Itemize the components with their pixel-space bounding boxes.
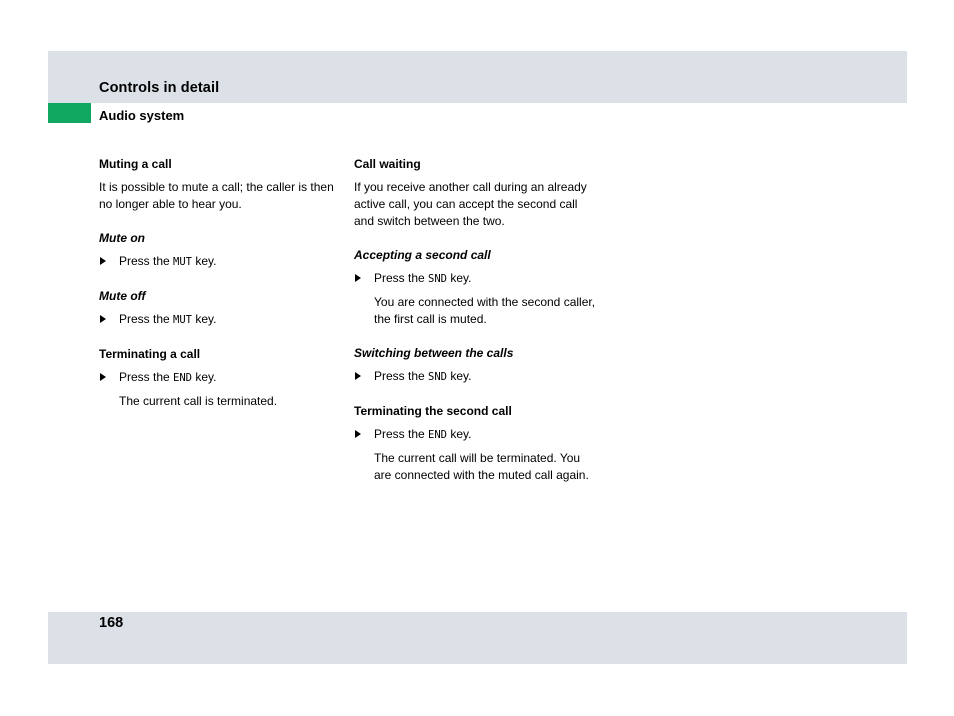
step-text: Press the xyxy=(374,271,429,285)
accepting-heading: Accepting a second call xyxy=(354,248,491,262)
chapter-title: Controls in detail xyxy=(99,80,220,96)
mute-off-step xyxy=(99,311,334,329)
step-text: key. xyxy=(447,427,472,441)
triangle-right-icon xyxy=(100,257,106,265)
accepting-step xyxy=(354,270,599,288)
muting-text: It is possible to mute a call; the caller is then no longer able to hear you. xyxy=(99,180,334,211)
terminating-result: The current call is terminated. xyxy=(119,394,278,408)
mute-on-heading: Mute on xyxy=(99,231,145,245)
step-text: key. xyxy=(447,271,472,285)
section-marker-tab xyxy=(48,103,91,123)
step-text: Press the xyxy=(374,427,429,441)
left-column xyxy=(99,156,334,427)
accepting-result: You are connected with the second caller, the first call is muted. xyxy=(374,295,596,326)
switching-heading: Switching between the calls xyxy=(354,346,514,360)
mute-off-heading: Mute off xyxy=(99,289,146,303)
switching-step xyxy=(354,368,599,386)
page-number: 168 xyxy=(99,615,124,631)
step-text: key. xyxy=(192,312,217,326)
step-text: Press the xyxy=(119,312,174,326)
triangle-right-icon xyxy=(355,372,361,380)
triangle-right-icon xyxy=(355,430,361,438)
terminating-heading: Terminating a call xyxy=(99,347,201,361)
triangle-right-icon xyxy=(100,315,106,323)
step-text: Press the xyxy=(374,369,429,383)
step-text: Press the xyxy=(119,254,174,268)
key-mut: MUT xyxy=(173,314,192,326)
footer-band xyxy=(48,612,907,664)
key-end: END xyxy=(173,372,192,384)
step-text: Press the xyxy=(119,370,174,384)
key-mut: MUT xyxy=(173,256,192,268)
terminating-second-step xyxy=(354,426,599,444)
terminating-second-result: The current call will be terminated. You are connected with the muted call again. xyxy=(374,451,589,482)
step-text: key. xyxy=(192,370,217,384)
key-snd: SND xyxy=(428,273,447,285)
key-snd: SND xyxy=(428,371,447,383)
step-text: key. xyxy=(192,254,217,268)
triangle-right-icon xyxy=(355,274,361,282)
step-text: key. xyxy=(447,369,472,383)
section-title: Audio system xyxy=(99,108,185,123)
waiting-text: If you receive another call during an already active call, you can accept the second call and switch between the two. xyxy=(354,180,587,228)
triangle-right-icon xyxy=(100,373,106,381)
mute-on-step xyxy=(99,253,334,271)
muting-heading: Muting a call xyxy=(99,157,172,171)
waiting-heading: Call waiting xyxy=(354,157,421,171)
key-end: END xyxy=(428,429,447,441)
right-column xyxy=(354,156,599,501)
terminating-step xyxy=(99,369,334,387)
terminating-second-heading: Terminating the second call xyxy=(354,404,512,418)
